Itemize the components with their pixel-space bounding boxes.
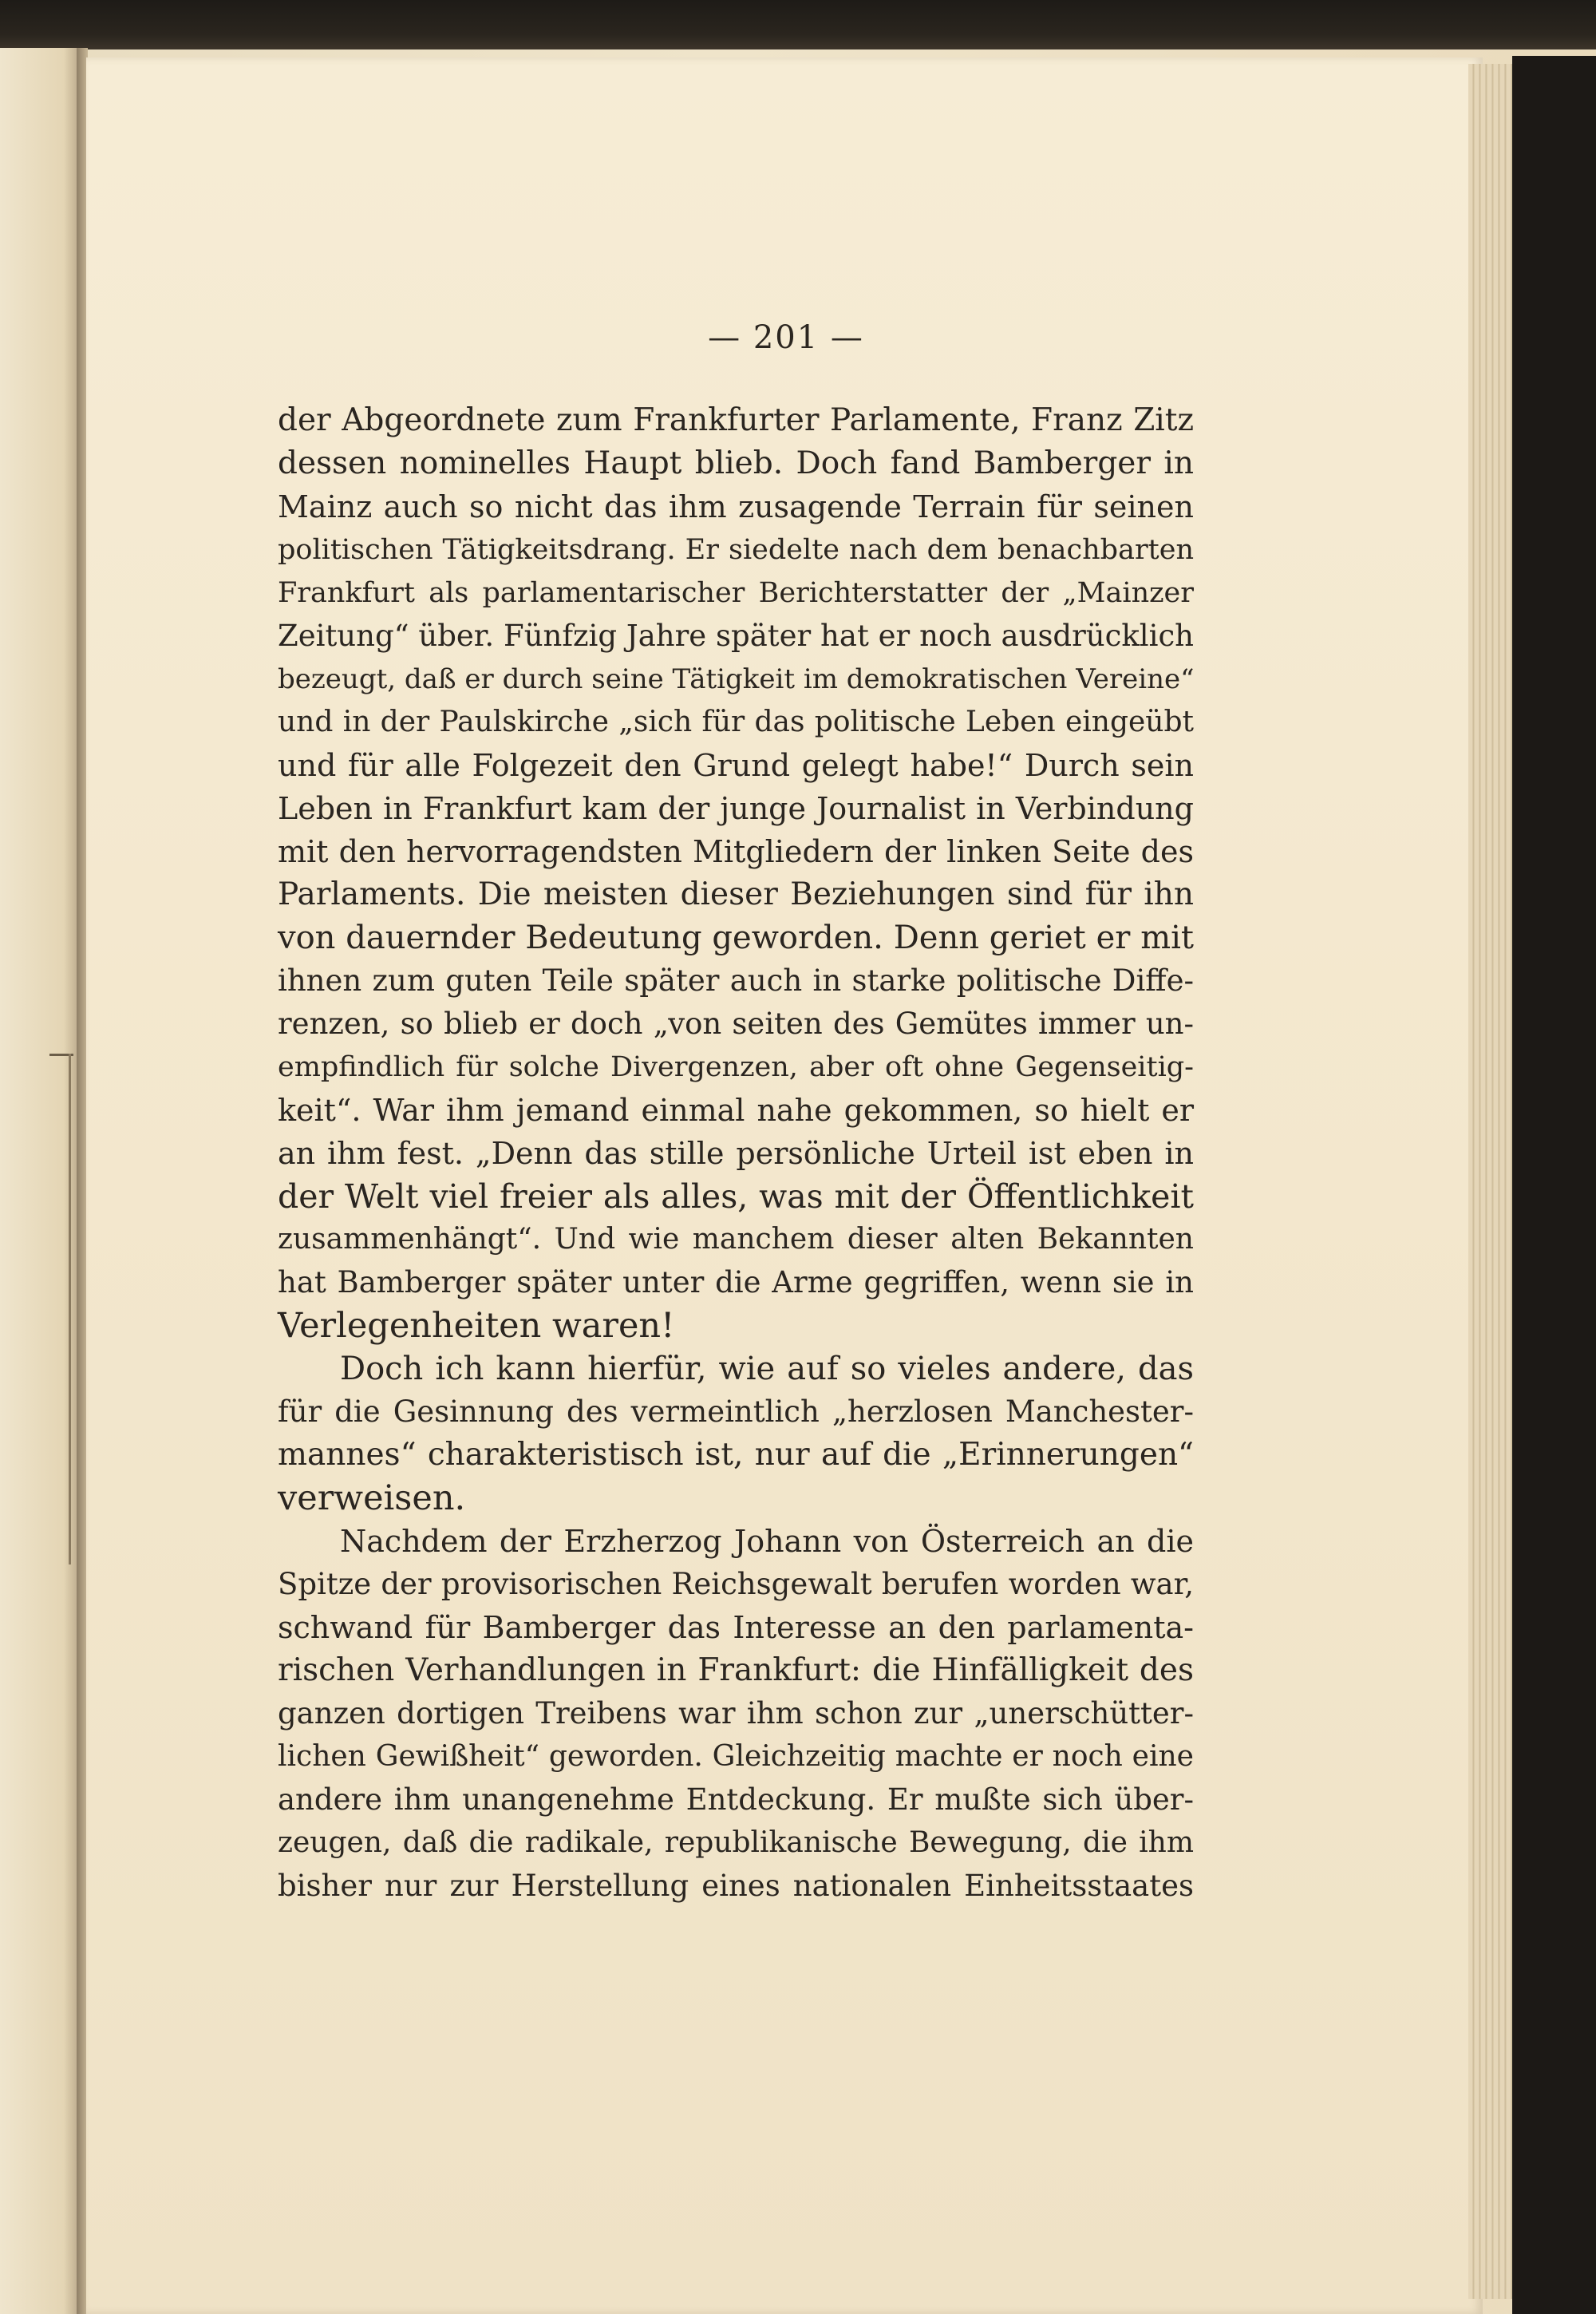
text-line: verweisen.: [278, 1478, 466, 1518]
paragraph-1: [278, 399, 1194, 1347]
text-line: andere ihm unangenehme Entdeckung. Er mußte sich über-: [278, 1782, 1194, 1817]
text-line: schwand für Bamberger das Interesse an den parlamenta-: [278, 1610, 1194, 1645]
text-line: lichen Gewißheit“ geworden. Gleichzeitig machte er noch eine: [278, 1740, 1194, 1773]
text-line: Spitze der provisorischen Reichsgewalt berufen worden war,: [278, 1567, 1194, 1601]
scanner-right-edge: [1512, 56, 1596, 2314]
facing-page-edge: [0, 48, 80, 2314]
text-line: Frankfurt als parlamentarischer Berichterstatter der „Mainzer: [278, 577, 1194, 609]
text-line: mit den hervorragendsten Mitgliedern der linken Seite des: [278, 834, 1194, 869]
text-line: zusammenhängt“. Und wie manchem dieser alten Bekannten: [278, 1223, 1194, 1256]
text-line: Zeitung“ über. Fünfzig Jahre später hat er noch ausdrücklich: [278, 619, 1194, 653]
text-line: renzen, so blieb er doch „von seiten des Gemütes immer un-: [278, 1007, 1194, 1041]
text-line: Verlegenheiten waren!: [278, 1306, 675, 1346]
text-line: ihnen zum guten Teile später auch in starke politische Diffe-: [278, 963, 1194, 998]
paragraph-2: [278, 1347, 1194, 1520]
text-line: der Welt viel freier als alles, was mit der Öffentlichkeit: [278, 1177, 1194, 1216]
margin-line: [69, 1054, 71, 1564]
text-line: und für alle Folgezeit den Grund gelegt habe!“ Durch sein: [278, 748, 1194, 783]
page-number-text: — 201 —: [708, 319, 864, 356]
text-line: empfindlich für solche Divergenzen, aber oft ohne Gegenseitig-: [278, 1051, 1194, 1083]
paragraph-3: [278, 1520, 1194, 1908]
text-line: keit“. War ihm jemand einmal nahe gekommen, so hielt er: [278, 1093, 1194, 1128]
text-line: mannes“ charakteristisch ist, nur auf die „Erinnerungen“: [278, 1437, 1194, 1473]
text-line: der Abgeordnete zum Frankfurter Parlamente, Franz Zitz: [278, 402, 1194, 438]
text-line: Leben in Frankfurt kam der junge Journalist in Verbindung: [278, 791, 1194, 826]
body-text: [278, 399, 1194, 1908]
text-line: dessen nominelles Haupt blieb. Doch fand Bamberger in: [278, 445, 1194, 481]
text-line: Doch ich kann hierfür, wie auf so vieles andere, das: [340, 1351, 1194, 1387]
text-line: zeugen, daß die radikale, republikanische Bewegung, die ihm: [278, 1826, 1194, 1859]
text-line: von dauernder Bedeutung geworden. Denn geriet er mit: [278, 920, 1194, 956]
text-line: rischen Verhandlungen in Frankfurt: die Hinfälligkeit des: [278, 1652, 1194, 1688]
scanner-top-edge: [0, 0, 1596, 49]
page-number: [0, 319, 1596, 356]
text-line: für die Gesinnung des vermeintlich „herzlosen Manchester-: [278, 1394, 1194, 1429]
text-line: Parlaments. Die meisten dieser Beziehungen sind für ihn: [278, 876, 1194, 912]
text-line: Nachdem der Erzherzog Johann von Österreich an die: [340, 1524, 1194, 1559]
text-line: bezeugt, daß er durch seine Tätigkeit im demokratischen Vereine“: [278, 663, 1195, 695]
page-stack-edge: [1468, 64, 1516, 2299]
text-line: politischen Tätigkeitsdrang. Er siedelte nach dem benachbarten: [278, 534, 1194, 566]
text-line: Mainz auch so nicht das ihm zusagende Terrain für seinen: [278, 489, 1194, 524]
text-line: an ihm fest. „Denn das stille persönliche Urteil ist eben in: [278, 1136, 1194, 1171]
text-line: hat Bamberger später unter die Arme gegriffen, wenn sie in: [278, 1265, 1194, 1299]
text-line: und in der Paulskirche „sich für das politische Leben eingeübt: [278, 706, 1194, 738]
text-line: bisher nur zur Herstellung eines nationalen Einheitsstaates: [278, 1869, 1194, 1903]
text-line: ganzen dortigen Treibens war ihm schon zur „unerschütter-: [278, 1696, 1194, 1731]
